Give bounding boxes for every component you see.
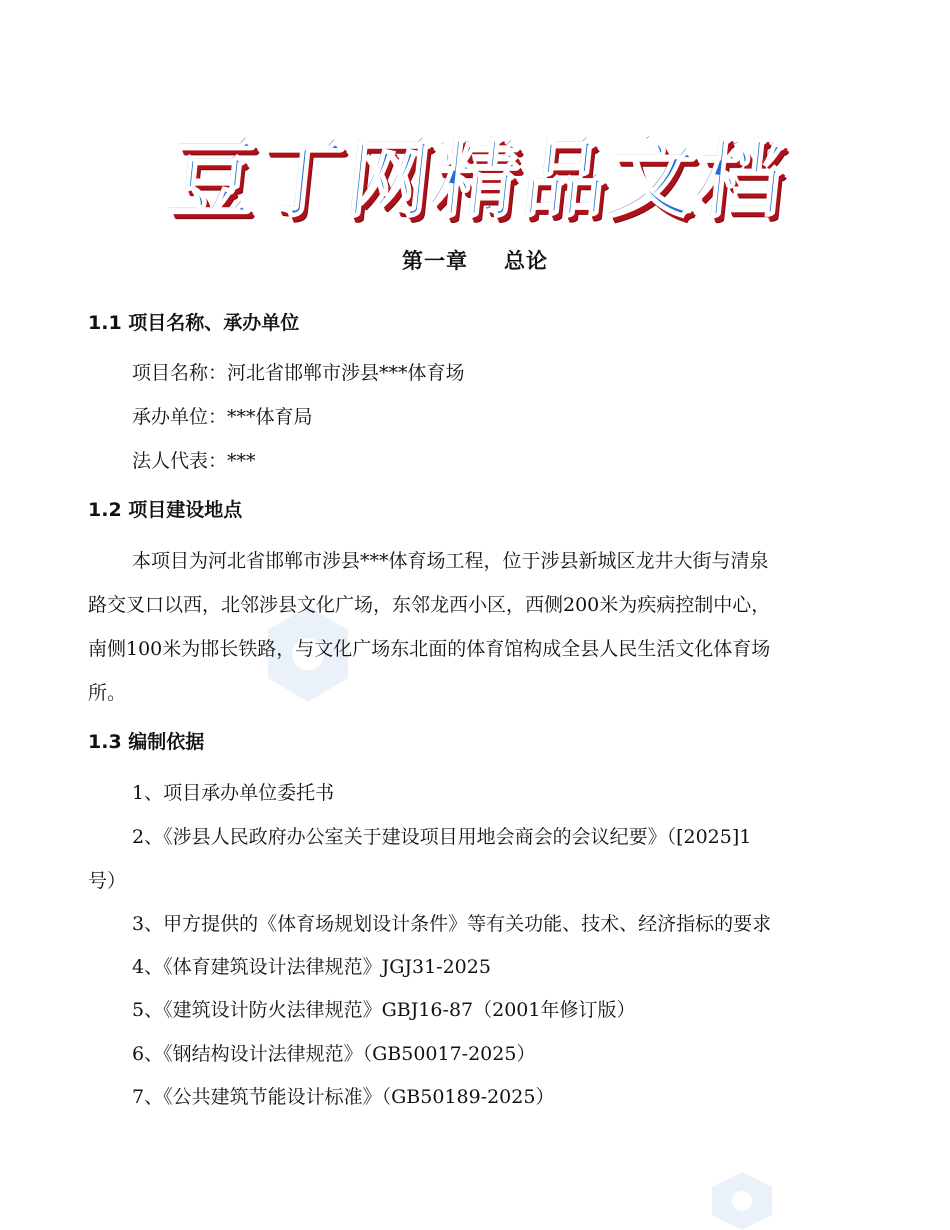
chapter-name: 总论 bbox=[504, 249, 548, 273]
chapter-title bbox=[0, 245, 950, 275]
chapter-number: 第一章 bbox=[402, 249, 468, 273]
list-item: 号） bbox=[88, 870, 127, 892]
list-item: 3、甲方提供的《体育场规划设计条件》等有关功能、技术、经济指标的要求 bbox=[132, 913, 772, 935]
site-banner bbox=[150, 118, 810, 228]
watermark-logo-icon bbox=[712, 1172, 772, 1230]
legal-rep-line: 法人代表：*** bbox=[132, 450, 256, 472]
list-item: 5、《建筑设计防火法律规范》GBJ16-87（2001年修订版） bbox=[132, 999, 636, 1021]
list-item: 6、《钢结构设计法律规范》（GB50017-2025） bbox=[132, 1043, 536, 1065]
list-item: 7、《公共建筑节能设计标准》（GB50189-2025） bbox=[132, 1086, 555, 1108]
project-name-line: 项目名称：河北省邯郸市涉县***体育场 bbox=[132, 362, 465, 384]
list-item: 1、项目承办单位委托书 bbox=[132, 782, 335, 804]
section-heading: 1.2 项目建设地点 bbox=[88, 499, 243, 521]
section-heading: 1.1 项目名称、承办单位 bbox=[88, 312, 300, 334]
list-item: 2、《涉县人民政府办公室关于建设项目用地会商会的会议纪要》（[2025]1 bbox=[132, 826, 752, 848]
paragraph-line: 本项目为河北省邯郸市涉县***体育场工程，位于涉县新城区龙井大街与清泉 bbox=[132, 550, 769, 572]
paragraph-line: 路交叉口以西，北邻涉县文化广场，东邻龙西小区，西侧200米为疾病控制中心， bbox=[88, 594, 771, 616]
paragraph-line: 南侧100米为邯长铁路，与文化广场东北面的体育馆构成全县人民生活文化体育场 bbox=[88, 638, 771, 660]
list-item: 4、《体育建筑设计法律规范》JGJ31-2025 bbox=[132, 956, 491, 978]
paragraph-line: 所。 bbox=[88, 682, 127, 704]
organizer-line: 承办单位：***体育局 bbox=[132, 406, 313, 428]
section-heading: 1.3 编制依据 bbox=[88, 731, 205, 753]
banner-title: 豆丁网精品文档 bbox=[166, 130, 793, 229]
